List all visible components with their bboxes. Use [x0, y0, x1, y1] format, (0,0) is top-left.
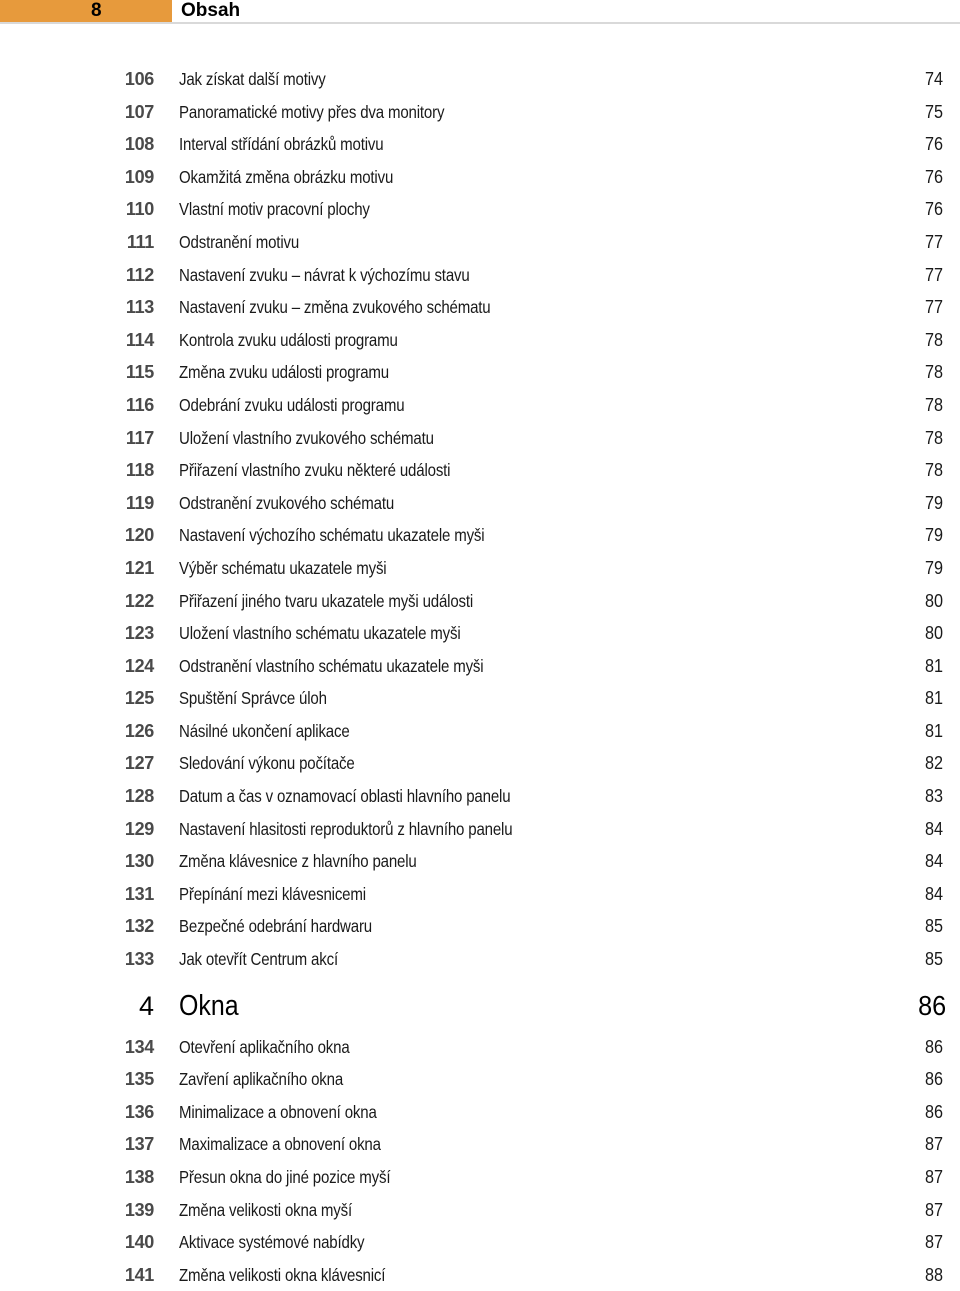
- toc-entry[interactable]: [0, 617, 960, 650]
- entry-page: 77: [924, 264, 943, 285]
- toc-entry[interactable]: [0, 747, 960, 780]
- toc-entry[interactable]: [0, 226, 960, 259]
- entry-number: 141: [124, 1264, 154, 1285]
- entry-number: 128: [124, 786, 154, 807]
- toc-entry[interactable]: [0, 878, 960, 911]
- entry-number: 114: [125, 329, 154, 350]
- toc-entry[interactable]: [0, 161, 960, 194]
- entry-page: 81: [924, 688, 943, 709]
- entry-title: Nastavení výchozího schématu ukazatele myši: [179, 525, 485, 546]
- entry-page: 79: [924, 557, 943, 578]
- entry-title: Změna zvuku události programu: [179, 362, 390, 383]
- toc-entry[interactable]: [0, 1259, 960, 1291]
- entry-page: 78: [924, 329, 943, 350]
- entry-page: 81: [924, 655, 943, 676]
- entry-number: 111: [126, 231, 154, 252]
- entry-title: Vlastní motiv pracovní plochy: [179, 199, 370, 220]
- entry-page: 78: [924, 394, 943, 415]
- toc-entry[interactable]: [0, 650, 960, 683]
- entry-title: Jak získat další motivy: [179, 69, 326, 89]
- entry-page: 79: [924, 525, 943, 546]
- entry-title: Kontrola zvuku události programu: [179, 329, 398, 350]
- toc-entry[interactable]: [0, 96, 960, 129]
- entry-page: 84: [924, 851, 943, 872]
- toc-entry[interactable]: [0, 259, 960, 292]
- entry-number: 116: [125, 394, 154, 415]
- entry-title: Změna velikosti okna klávesnicí: [179, 1264, 386, 1285]
- entry-page: 80: [924, 590, 943, 611]
- toc-entry[interactable]: [0, 715, 960, 748]
- entry-number: 130: [124, 851, 154, 872]
- entry-number: 121: [124, 557, 154, 578]
- entry-title: Otevření aplikačního okna: [179, 1036, 350, 1057]
- entry-number: 118: [125, 460, 154, 481]
- entry-title: Interval střídání obrázků motivu: [179, 134, 384, 155]
- entry-number: 106: [124, 69, 154, 89]
- entry-title: Přesun okna do jiné pozice myší: [179, 1167, 391, 1187]
- entry-page: 84: [924, 818, 943, 839]
- entry-title: Nastavení zvuku – změna zvukového schématu: [179, 297, 491, 318]
- entry-number: 131: [124, 883, 154, 904]
- entry-page: 87: [924, 1134, 943, 1155]
- entry-title: Odstranění motivu: [179, 231, 300, 252]
- entry-title: Odebrání zvuku události programu: [179, 394, 405, 415]
- entry-title: Přiřazení vlastního zvuku některé události: [179, 460, 451, 481]
- toc-entry[interactable]: [0, 422, 960, 455]
- entry-title: Přiřazení jiného tvaru ukazatele myši události: [179, 590, 474, 611]
- toc-entry[interactable]: [0, 519, 960, 552]
- entry-title: Minimalizace a obnovení okna: [179, 1101, 377, 1122]
- entry-number: 126: [124, 720, 154, 741]
- toc-entry[interactable]: [0, 128, 960, 161]
- entry-title: Nastavení hlasitosti reproduktorů z hlavního panelu: [179, 818, 513, 839]
- entry-title: Zavření aplikačního okna: [179, 1069, 344, 1090]
- entry-page: 83: [924, 786, 943, 807]
- entry-title: Maximalizace a obnovení okna: [179, 1134, 381, 1155]
- entry-title: Okamžitá změna obrázku motivu: [179, 166, 394, 187]
- entry-title: Aktivace systémové nabídky: [179, 1232, 365, 1253]
- toc-entry[interactable]: [0, 389, 960, 422]
- toc-entry[interactable]: [0, 454, 960, 487]
- entry-number: 112: [125, 264, 154, 285]
- entry-number: 136: [124, 1101, 154, 1122]
- entry-number: 123: [124, 623, 154, 644]
- toc-entry[interactable]: [0, 291, 960, 324]
- chapter-title: Okna: [179, 989, 239, 1022]
- entry-page: 86: [924, 1101, 943, 1122]
- entry-number: 110: [125, 199, 154, 220]
- entry-page: 79: [924, 492, 943, 513]
- entry-page: 78: [924, 460, 943, 481]
- entry-number: 115: [125, 362, 154, 383]
- entry-page: 84: [924, 883, 943, 904]
- toc-entry[interactable]: [0, 845, 960, 878]
- entry-page: 75: [924, 101, 943, 122]
- entry-page: 76: [924, 199, 943, 220]
- entry-page: 87: [924, 1199, 943, 1220]
- entry-title: Odstranění vlastního schématu ukazatele myši: [179, 655, 484, 676]
- chapter-page: 86: [917, 989, 946, 1021]
- entry-number: 122: [124, 590, 154, 611]
- entry-number: 108: [124, 134, 154, 155]
- entry-title: Odstranění zvukového schématu: [179, 492, 395, 513]
- entry-page: 81: [924, 720, 943, 741]
- entry-title: Uložení vlastního zvukového schématu: [179, 427, 434, 448]
- toc-entry[interactable]: [0, 487, 960, 520]
- entry-page: 74: [924, 69, 943, 89]
- entry-number: 120: [124, 525, 154, 546]
- toc-chapter-heading[interactable]: [0, 976, 960, 1031]
- header-divider: [0, 22, 960, 24]
- entry-number: 119: [125, 492, 154, 513]
- entry-page: 76: [924, 166, 943, 187]
- entry-title: Datum a čas v oznamovací oblasti hlavního panelu: [179, 786, 511, 807]
- entry-title: Výběr schématu ukazatele myši: [179, 557, 387, 578]
- entry-page: 85: [924, 916, 943, 937]
- entry-number: 117: [125, 427, 154, 448]
- entry-page: 87: [924, 1167, 943, 1187]
- entry-number: 107: [124, 101, 154, 122]
- toc-entry[interactable]: [0, 1031, 960, 1064]
- entry-number: 125: [124, 688, 154, 709]
- entry-number: 109: [124, 166, 154, 187]
- entry-title: Sledování výkonu počítače: [179, 753, 355, 774]
- entry-title: Spuštění Správce úloh: [179, 688, 327, 709]
- entry-page: 86: [924, 1036, 943, 1057]
- toc-entry[interactable]: [0, 1063, 960, 1096]
- toc-entry[interactable]: [0, 1226, 960, 1259]
- entry-page: 80: [924, 623, 943, 644]
- entry-title: Násilné ukončení aplikace: [179, 720, 350, 741]
- toc-entry[interactable]: [0, 943, 960, 976]
- entry-title: Změna klávesnice z hlavního panelu: [179, 851, 417, 872]
- entry-page: 77: [924, 297, 943, 318]
- page-header: [0, 0, 960, 22]
- entry-page: 82: [924, 753, 943, 774]
- entry-number: 132: [124, 916, 154, 937]
- entry-number: 139: [124, 1199, 154, 1220]
- entry-number: 124: [124, 655, 154, 676]
- toc-entry[interactable]: [0, 1161, 960, 1194]
- entry-title: Změna velikosti okna myší: [179, 1199, 353, 1220]
- toc-entry[interactable]: [0, 780, 960, 813]
- entry-number: 127: [124, 753, 154, 774]
- entry-title: Panoramatické motivy přes dva monitory: [179, 101, 445, 122]
- entry-number: 134: [124, 1036, 154, 1057]
- page-title: Obsah: [181, 0, 241, 21]
- entry-number: 129: [124, 818, 154, 839]
- entry-number: 137: [124, 1134, 154, 1155]
- entry-title: Jak otevřít Centrum akcí: [179, 949, 338, 970]
- toc-entry[interactable]: [0, 1128, 960, 1161]
- page-number: 8: [91, 0, 102, 21]
- entry-page: 76: [924, 134, 943, 155]
- toc-entry[interactable]: [0, 193, 960, 226]
- toc-entry[interactable]: [0, 324, 960, 357]
- toc-section-4-entries: [0, 1031, 960, 1291]
- entry-number: 138: [124, 1167, 154, 1187]
- entry-number: 135: [124, 1069, 154, 1090]
- entry-page: 78: [924, 427, 943, 448]
- entry-title: Uložení vlastního schématu ukazatele myši: [179, 623, 461, 644]
- toc-entry[interactable]: [0, 63, 960, 96]
- toc-section-3-entries: [0, 63, 960, 976]
- entry-title: Nastavení zvuku – návrat k výchozímu stavu: [179, 264, 470, 285]
- toc-entry[interactable]: [0, 1194, 960, 1227]
- entry-page: 86: [924, 1069, 943, 1090]
- entry-page: 77: [924, 231, 943, 252]
- entry-title: Přepínání mezi klávesnicemi: [179, 883, 366, 904]
- toc-entry[interactable]: [0, 585, 960, 618]
- toc-entry[interactable]: [0, 356, 960, 389]
- toc-entry[interactable]: [0, 682, 960, 715]
- toc-entry[interactable]: [0, 1096, 960, 1129]
- entry-page: 78: [924, 362, 943, 383]
- table-of-contents: [0, 63, 960, 1291]
- toc-entry[interactable]: [0, 552, 960, 585]
- toc-entry[interactable]: [0, 910, 960, 943]
- entry-page: 85: [924, 949, 943, 970]
- entry-title: Bezpečné odebrání hardwaru: [179, 916, 372, 937]
- entry-page: 87: [924, 1232, 943, 1253]
- page-number-tab: [0, 0, 172, 22]
- chapter-number: 4: [138, 990, 154, 1021]
- entry-number: 133: [124, 949, 154, 970]
- toc-entry[interactable]: [0, 813, 960, 846]
- entry-page: 88: [924, 1264, 943, 1285]
- entry-number: 113: [125, 297, 154, 318]
- entry-number: 140: [124, 1232, 154, 1253]
